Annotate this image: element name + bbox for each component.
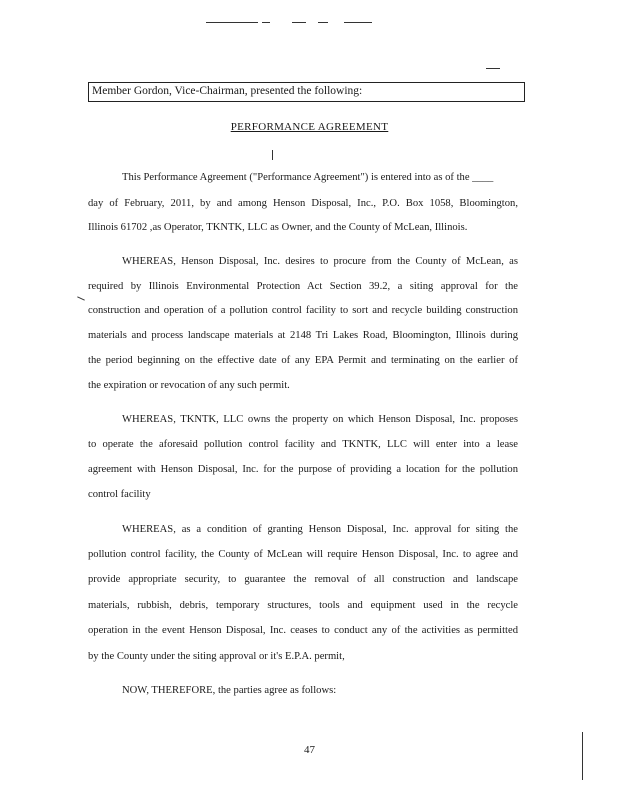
scan-mark-right-2: [582, 732, 583, 780]
paragraph-5-line-1: NOW, THEREFORE, the parties agree as follows:: [122, 685, 337, 696]
paragraph-4-line-3: provide appropriate security, to guarantee the removal of all construction and landscape: [88, 574, 518, 585]
paragraph-4-line-1: WHEREAS, as a condition of granting Henson Disposal, Inc. approval for siting the: [122, 524, 518, 535]
paragraph-2-line-3: construction and operation of a pollution control facility to sort and recycle building construction: [88, 305, 518, 316]
paragraph-1-line-2: day of February, 2011, by and among Henson Disposal, Inc., P.O. Box 1058, Bloomington,: [88, 198, 518, 209]
scan-mark-top-4: [318, 22, 328, 23]
paragraph-3-line-1: WHEREAS, TKNTK, LLC owns the property on which Henson Disposal, Inc. proposes: [122, 414, 518, 425]
paragraph-4-line-4: materials, rubbish, debris, temporary structures, tools and equipment used in the recycle: [88, 600, 518, 611]
scan-mark-right-1: [486, 68, 500, 69]
paragraph-2-line-6: the expiration or revocation of any such permit.: [88, 380, 290, 391]
scan-mark-top-5: [344, 22, 372, 23]
paragraph-1-line-1: This Performance Agreement ("Performance Agreement") is entered into as of the ____: [122, 172, 494, 183]
paragraph-2-line-4: materials and process landscape materials at 2148 Tri Lakes Road, Bloomington, Illinois during: [88, 330, 518, 341]
member-line: Member Gordon, Vice-Chairman, presented the following:: [92, 85, 363, 97]
paragraph-3-line-3: agreement with Henson Disposal, Inc. for the purpose of providing a location for the pollution: [88, 464, 518, 475]
paragraph-2-line-1: WHEREAS, Henson Disposal, Inc. desires to procure from the County of McLean, as: [122, 256, 518, 267]
paragraph-3-line-4: control facility: [88, 489, 151, 500]
scan-mark-top-1: [206, 22, 258, 23]
scan-mark-top-3: [292, 22, 306, 23]
paragraph-4-line-5: operation in the event Henson Disposal, Inc. ceases to conduct any of the activities as permitted: [88, 625, 518, 636]
scan-mark-dot-1: [272, 150, 273, 160]
member-presentation-box: [88, 82, 525, 102]
scan-mark-top-2: [262, 22, 270, 23]
page-number: 47: [304, 744, 315, 756]
paragraph-1-line-3: Illinois 61702 ,as Operator, TKNTK, LLC as Owner, and the County of McLean, Illinois.: [88, 222, 468, 233]
paragraph-2-line-2: required by Illinois Environmental Protection Act Section 39.2, a siting approval for the: [88, 281, 518, 292]
paragraph-4-line-2: pollution control facility, the County of McLean will require Henson Disposal, Inc. to agree and: [88, 549, 518, 560]
paragraph-2-line-5: the period beginning on the effective date of any EPA Permit and terminating on the earlier of: [88, 355, 518, 366]
paragraph-3-line-2: to operate the aforesaid pollution control facility and TKNTK, LLC will enter into a lease: [88, 439, 518, 450]
scan-mark-left-1: [77, 296, 85, 300]
document-title: PERFORMANCE AGREEMENT: [230, 121, 389, 133]
paragraph-4-line-6: by the County under the siting approval or it's E.P.A. permit,: [88, 651, 345, 662]
